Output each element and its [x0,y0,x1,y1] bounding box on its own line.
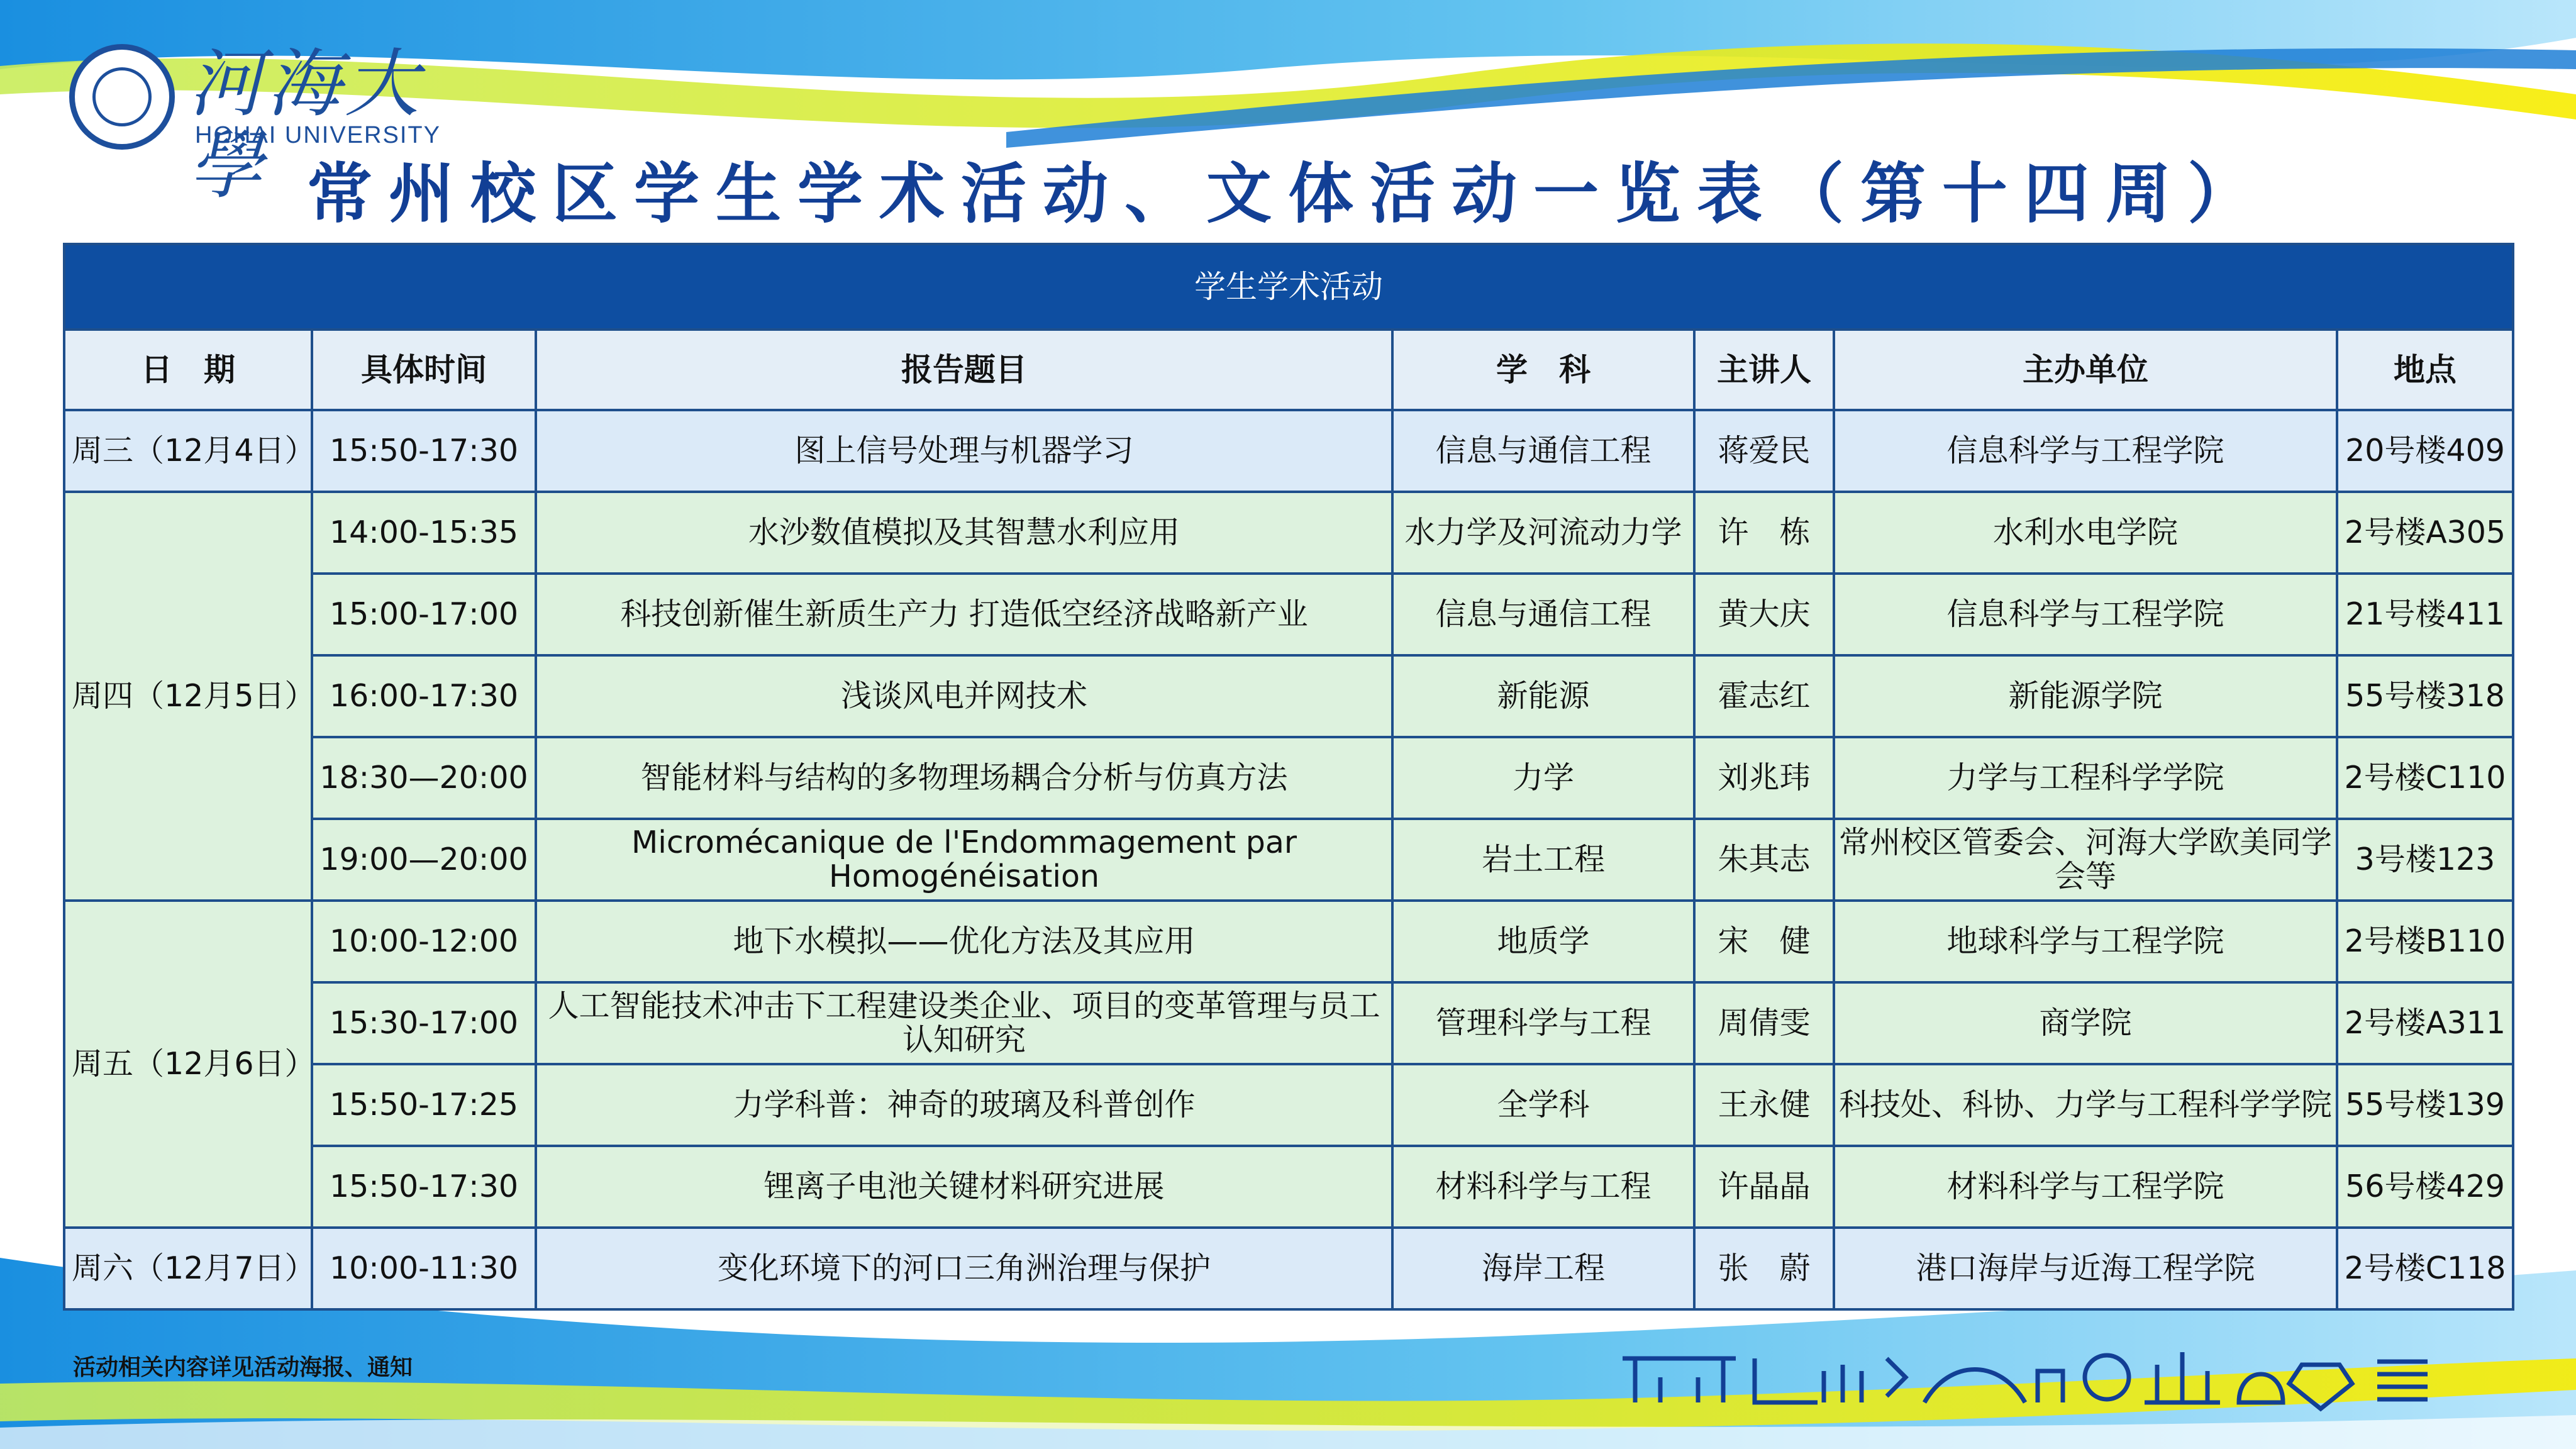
host-cell: 材料科学与工程学院 [1834,1146,2337,1228]
place-cell: 20号楼409 [2337,410,2513,492]
subject-cell: 海岸工程 [1392,1228,1694,1309]
topic-cell: 科技创新催生新质生产力 打造低空经济战略新产业 [536,574,1392,655]
place-cell: 2号楼A311 [2337,982,2513,1064]
date-cell: 周五（12月6日） [64,901,312,1228]
place-cell: 55号楼139 [2337,1064,2513,1146]
place-cell: 56号楼429 [2337,1146,2513,1228]
time-cell: 15:30-17:00 [312,982,536,1064]
column-header: 报告题目 [536,330,1392,410]
topic-cell: 水沙数值模拟及其智慧水利应用 [536,492,1392,574]
table-row [64,1146,2513,1228]
date-cell: 周六（12月7日） [64,1228,312,1309]
section-title: 学生学术活动 [64,244,2513,330]
host-cell: 地球科学与工程学院 [1834,901,2337,982]
footnote: 活动相关内容详见活动海报、通知 [73,1355,413,1380]
host-cell: 常州校区管委会、河海大学欧美同学会等 [1834,819,2337,901]
place-cell: 2号楼C118 [2337,1228,2513,1309]
speaker-cell: 许晶晶 [1694,1146,1834,1228]
speaker-cell: 宋 健 [1694,901,1834,982]
subject-cell: 力学 [1392,737,1694,819]
speaker-cell: 许 栋 [1694,492,1834,574]
table-row [64,492,2513,574]
column-header: 具体时间 [312,330,536,410]
topic-cell: 力学科普：神奇的玻璃及科普创作 [536,1064,1392,1146]
header-row [64,330,2513,410]
schedule-table [63,243,2514,1311]
host-cell: 科技处、科协、力学与工程科学学院 [1834,1064,2337,1146]
place-cell: 55号楼318 [2337,655,2513,737]
table-row [64,1064,2513,1146]
subject-cell: 地质学 [1392,901,1694,982]
place-cell: 2号楼C110 [2337,737,2513,819]
topic-cell: 地下水模拟——优化方法及其应用 [536,901,1392,982]
table-row [64,410,2513,492]
date-cell: 周三（12月4日） [64,410,312,492]
column-header: 学 科 [1392,330,1694,410]
time-cell: 14:00-15:35 [312,492,536,574]
topic-cell: 人工智能技术冲击下工程建设类企业、项目的变革管理与员工认知研究 [536,982,1392,1064]
speaker-cell: 王永健 [1694,1064,1834,1146]
subject-cell: 水力学及河流动力学 [1392,492,1694,574]
host-cell: 信息科学与工程学院 [1834,410,2337,492]
host-cell: 水利水电学院 [1834,492,2337,574]
time-cell: 19:00—20:00 [312,819,536,901]
time-cell: 16:00-17:30 [312,655,536,737]
column-header: 地点 [2337,330,2513,410]
subject-cell: 管理科学与工程 [1392,982,1694,1064]
table-row [64,737,2513,819]
page-title: 常州校区学生学术活动、文体活动一览表（第十四周） [306,155,2269,232]
column-header: 主办单位 [1834,330,2337,410]
speaker-cell: 朱其志 [1694,819,1834,901]
logo-english-name: HOHAI UNIVERSITY [195,122,441,148]
subject-cell: 信息与通信工程 [1392,410,1694,492]
subject-cell: 全学科 [1392,1064,1694,1146]
logo-chinese-name: 河海大學 [189,40,423,209]
host-cell: 商学院 [1834,982,2337,1064]
subject-cell: 材料科学与工程 [1392,1146,1694,1228]
host-cell: 信息科学与工程学院 [1834,574,2337,655]
topic-cell: 智能材料与结构的多物理场耦合分析与仿真方法 [536,737,1392,819]
speaker-cell: 霍志红 [1694,655,1834,737]
time-cell: 10:00-11:30 [312,1228,536,1309]
speaker-cell: 刘兆玮 [1694,737,1834,819]
university-seal-icon [69,44,175,150]
subject-cell: 新能源 [1392,655,1694,737]
speaker-cell: 张 蔚 [1694,1228,1834,1309]
column-header: 主讲人 [1694,330,1834,410]
topic-cell: 图上信号处理与机器学习 [536,410,1392,492]
column-header: 日 期 [64,330,312,410]
place-cell: 21号楼411 [2337,574,2513,655]
time-cell: 15:50-17:30 [312,1146,536,1228]
host-cell: 港口海岸与近海工程学院 [1834,1228,2337,1309]
time-cell: 15:50-17:30 [312,410,536,492]
date-cell: 周四（12月5日） [64,492,312,901]
topic-cell: 浅谈风电并网技术 [536,655,1392,737]
time-cell: 18:30—20:00 [312,737,536,819]
table-row [64,819,2513,901]
table-row [64,982,2513,1064]
speaker-cell: 周倩雯 [1694,982,1834,1064]
schedule-body [64,410,2513,1309]
host-cell: 新能源学院 [1834,655,2337,737]
host-cell: 力学与工程科学学院 [1834,737,2337,819]
speaker-cell: 蒋爱民 [1694,410,1834,492]
place-cell: 2号楼A305 [2337,492,2513,574]
speaker-cell: 黄大庆 [1694,574,1834,655]
topic-cell: Microméсanique de l'Endommagement par Homogénéisation [536,819,1392,901]
time-cell: 15:50-17:25 [312,1064,536,1146]
table-row [64,1228,2513,1309]
subject-cell: 岩土工程 [1392,819,1694,901]
university-logo [69,39,447,209]
subject-cell: 信息与通信工程 [1392,574,1694,655]
place-cell: 3号楼123 [2337,819,2513,901]
topic-cell: 变化环境下的河口三角洲治理与保护 [536,1228,1392,1309]
time-cell: 10:00-12:00 [312,901,536,982]
place-cell: 2号楼B110 [2337,901,2513,982]
table-row [64,574,2513,655]
table-row [64,901,2513,982]
time-cell: 15:00-17:00 [312,574,536,655]
topic-cell: 锂离子电池关键材料研究进展 [536,1146,1392,1228]
table-row [64,655,2513,737]
